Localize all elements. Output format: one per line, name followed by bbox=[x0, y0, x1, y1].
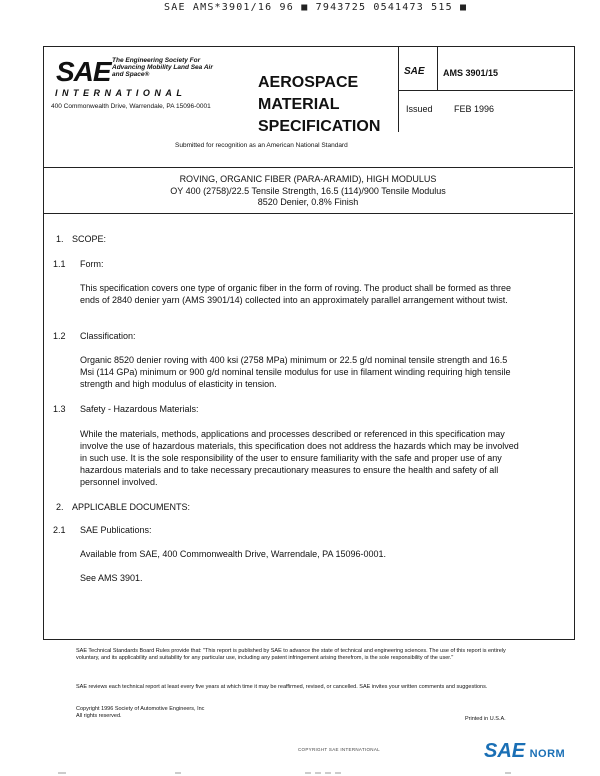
copyright-stamp: COPYRIGHT SAE INTERNATIONAL bbox=[298, 747, 380, 752]
subject-line-1: ROVING, ORGANIC FIBER (PARA-ARAMID), HIGH MODULUS bbox=[179, 174, 437, 184]
watermark-norm: NORM bbox=[529, 748, 566, 760]
section-2-1-text-1: Available from SAE, 400 Commonwealth Drive, Warrendale, PA 15096-0001. bbox=[80, 549, 386, 559]
footer-copyright-line-1: Copyright 1996 Society of Automotive Engineers, Inc bbox=[76, 706, 205, 712]
subject-block bbox=[43, 174, 573, 209]
section-1-1-text: This specification covers one type of organic fiber in the form of roving. The product shall be formed as three ends of 2840 denier yarn (AMS 3901/14) collected into an approximately parallel arrangement without twist. bbox=[80, 283, 512, 305]
footer-board-rules: SAE Technical Standards Board Rules provide that: "This report is published by SAE to advance the state of technical and engineering sciences. The use of this report is entirely voluntary, and its applicability and suitability for any particular use, including any patent infringement arising therefrom, is the sole responsibility of the user." bbox=[76, 648, 506, 661]
section-1-3-title: Safety - Hazardous Materials: bbox=[80, 404, 199, 414]
sae-small-logo: SAE bbox=[404, 66, 425, 77]
header-divider-vertical-small bbox=[437, 46, 438, 90]
section-2-1-number: 2.1 bbox=[53, 525, 66, 535]
sae-international-label: INTERNATIONAL bbox=[55, 88, 187, 98]
section-1-1-number: 1.1 bbox=[53, 259, 66, 269]
footer-copyright-line-2: All rights reserved. bbox=[76, 713, 122, 719]
bottom-scan-marks bbox=[0, 770, 600, 776]
subject-line-2: OY 400 (2758)/22.5 Tensile Strength, 16.5 (114)/900 Tensile Modulus bbox=[170, 185, 446, 196]
subject-bottom-rule bbox=[43, 213, 573, 214]
issued-label: Issued bbox=[406, 104, 433, 114]
section-1-2-text: Organic 8520 denier roving with 400 ksi (2758 MPa) minimum or 22.5 g/d nominal tensile strength and 16.5 Msi (114 GPa) minimum or 900 g/d nominal tensile modulus for use in filament winding requiring high tensile strength and high modulus of elasticity in tension. bbox=[80, 355, 511, 389]
document-title bbox=[258, 72, 398, 138]
sae-logo: SAE bbox=[56, 56, 111, 87]
section-1-title: SCOPE: bbox=[72, 234, 107, 244]
document-id-line: SAE AMS*3901/16 96 ■ 7943725 0541473 515 ■ bbox=[164, 2, 468, 13]
section-2-title: APPLICABLE DOCUMENTS: bbox=[72, 502, 191, 512]
header-divider-horizontal bbox=[398, 90, 573, 91]
section-1-number: 1. bbox=[56, 234, 64, 244]
watermark-sae: SAE bbox=[484, 740, 526, 762]
section-2-1-text-2: See AMS 3901. bbox=[80, 573, 143, 583]
title-line-2: MATERIAL bbox=[258, 96, 340, 113]
section-2-number: 2. bbox=[56, 502, 64, 512]
section-2-1-title: SAE Publications: bbox=[80, 525, 152, 535]
header-divider-vertical bbox=[398, 46, 399, 132]
sae-norm-watermark bbox=[484, 740, 565, 763]
section-1-2-number: 1.2 bbox=[53, 331, 66, 341]
sae-address: 400 Commonwealth Drive, Warrendale, PA 15096-0001 bbox=[51, 103, 211, 110]
section-1-3-text: While the materials, methods, applications and processes described or referenced in this specification may involve the use of hazardous materials, this specification does not address the hazards which may be involved in such use. It is the sole responsibility of the user to ensure familiarity with the safe and proper use of any hazardous materials and to take necessary precautionary measures to ensure the health and safety of all personnel involved. bbox=[80, 429, 519, 487]
ansi-submission-note: Submitted for recognition as an American National Standard bbox=[175, 142, 348, 149]
footer-review-note: SAE reviews each technical report at least every five years at which time it may be reaffirmed, revised, or cancelled. SAE invites your written comments and suggestions. bbox=[76, 684, 488, 690]
title-line-3: SPECIFICATION bbox=[258, 118, 381, 135]
section-1-3-number: 1.3 bbox=[53, 404, 66, 414]
issued-date: FEB 1996 bbox=[454, 104, 495, 114]
footer-printed-in: Printed in U.S.A. bbox=[465, 716, 506, 722]
section-1-1-title: Form: bbox=[80, 259, 104, 269]
header-bottom-rule bbox=[43, 167, 573, 168]
sae-tagline: The Engineering Society For Advancing Mobility Land Sea Air and Space® bbox=[112, 57, 213, 78]
ams-number: AMS 3901/15 bbox=[443, 68, 499, 78]
section-1-2-title: Classification: bbox=[80, 331, 136, 341]
subject-line-3: 8520 Denier, 0.8% Finish bbox=[257, 197, 359, 207]
title-line-1: AEROSPACE bbox=[258, 74, 359, 91]
